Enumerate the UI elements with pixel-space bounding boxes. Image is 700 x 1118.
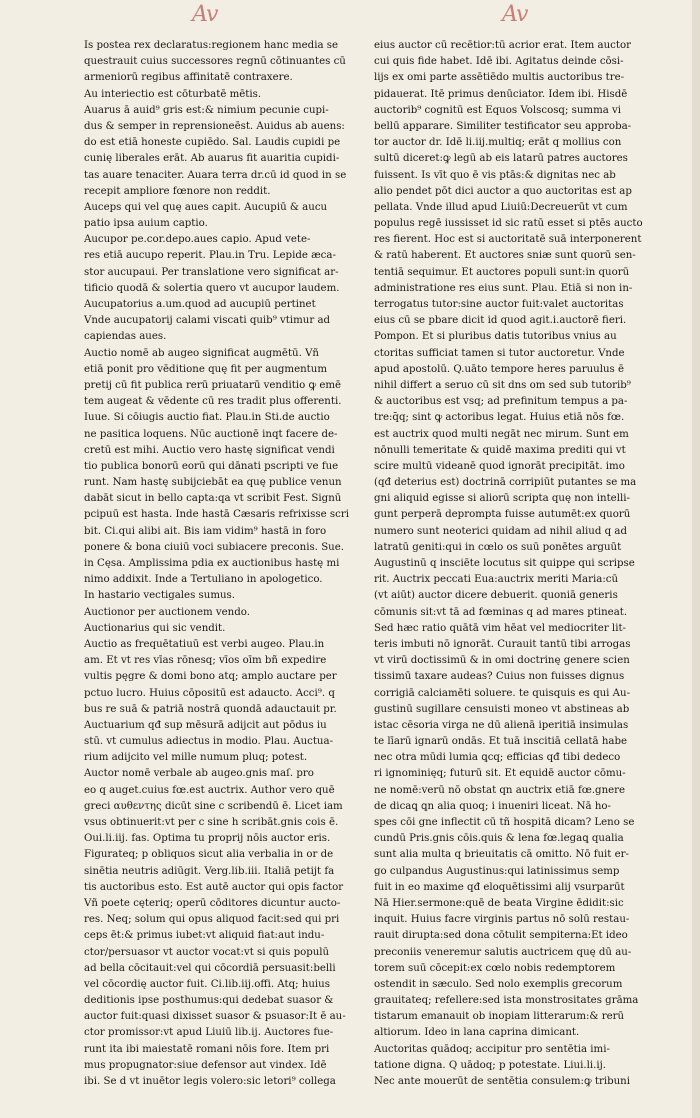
left-column-line: tis auctoribus esto. Est autē auctor qui opis factor [84, 881, 344, 893]
left-column-line: auctor fuit:quasi dixisset suasor & psuasor:It ē au- [84, 1011, 346, 1023]
left-column-line: Aucupor pe.cor.depo.aues capio. Apud vete- [84, 234, 311, 246]
left-column-line: cunię liberales erāt. Ab auarus fit auaritia cupidi- [84, 153, 340, 165]
left-column-line: am. Et vt res vīas rōnesq; vīos oīm bñ expedire [84, 655, 327, 667]
left-column-line: Au interiectio est cōturbatē mētis. [84, 88, 262, 100]
right-column-line: nōnulli temeritate & quidē maxima prediti qui vt [374, 444, 626, 456]
left-column-line: ad bella cōcitauit:vel qui cōcordiā persuasit:belli [84, 962, 336, 974]
right-column-line: corrigiā calciamēti soluere. te quisquis es qui Au- [374, 687, 631, 699]
left-column-line: In hastario vectigales sumus. [84, 590, 236, 602]
left-column-line: vel cōcordię auctor fuit. Ci.lib.iij.offi. Atq; huius [84, 978, 330, 990]
right-column-line: ctoritas sufficiat tamen si tutor auctoretur. Vnde [374, 347, 625, 359]
right-column-line: terrogatus tutor:sine auctor fuit:valet auctoritas [374, 299, 624, 310]
right-column-line: rit. Auctrix peccati Eua:auctrix meriti Maria:cū [374, 574, 619, 586]
right-column-line: Nec ante mouerūt de sentētia consulem:ꝙ tribuni [374, 1076, 631, 1087]
left-column-line: armeniorū regibus affinitatē contraxere. [84, 72, 293, 84]
left-column-line: pretij cū fit publica rerū priuatarū venditio ꝙ emē [84, 379, 342, 391]
right-column-line: auctorib⁹ cognitū est Equos Volscosq; summa vi [374, 104, 622, 116]
page-edge [692, 0, 700, 1118]
left-column-line: Auctio as frequētatiuū est verbi augeo. Plau.in [84, 638, 325, 650]
left-column-line: Auarus ā auid⁹ gris est:& nimium pecunie cupi- [84, 104, 329, 116]
right-column-line: ostendit in sæculo. Sed nolo exemplis grecorum [374, 978, 623, 990]
left-column-line: tas auare tenaciter. Auara terra dr.cū id quod in se [84, 169, 347, 181]
right-column-line: Sed hæc ratio quātā vim hēat vel mediocriter lit- [374, 622, 626, 634]
right-column-line: Pompon. Et si pluribus datis tutoribus vnius au [374, 331, 617, 343]
left-column-line: recepit ampliore fœnore non reddit. [84, 185, 271, 197]
left-column-line: Auctor nomē verbale ab augeo.gnis maſ. pro [84, 768, 314, 780]
right-column-line: tentiā sequimur. Et auctores populi sunt:in quorū [374, 266, 630, 278]
right-column-line: pidauerat. Itē primus denūciator. Idem ibi. Hisdē [374, 88, 628, 100]
left-column-line: ctor promissor:vt apud Liuiū lib.ij. Auctores fue- [84, 1027, 334, 1039]
right-column-line: nec otra mūdi lumia ꝗcq; efficias qđ tibi dedeco [374, 752, 621, 764]
right-column-line: tissimū taxare audeas? Cuius non fuisses dignus [374, 671, 625, 683]
right-column-line: est auctrix quod multi negāt nec mirum. Sunt em [374, 428, 629, 440]
right-column-line: gunt perperā deprompta fuisse autumēt:ex quorū [374, 509, 631, 521]
right-column-line: altiorum. Ideo in lana caprina dimicant. [374, 1027, 580, 1039]
right-column-line: Auctoritas quādoq; accipitur pro sentētia imi- [374, 1043, 610, 1055]
signature-mark-left: Av [192, 2, 218, 27]
right-column-line: gustinū sugillare censuisti moneo vt abstineas ab [374, 703, 630, 715]
right-column-line: scire multū videanē quod ignorāt precipitāt. imo [374, 460, 625, 472]
right-column-line: alio pendet pōt dici auctor a quo auctoritas est ap [374, 185, 632, 197]
right-column-line: (qđ deterius est) doctrinā corripiūt putantes se ma [374, 477, 637, 489]
right-column-line: tistarum emanauit ob inopiam litterarum:& rerū [374, 1011, 625, 1023]
right-column-line: res fierent. Hoc est si auctoritatē suā interponerent [374, 234, 642, 246]
right-column-line: apud apostolū. Q.uāto tempore heres paruulus ē [374, 363, 625, 375]
left-column-line: mus propugnator:siue defensor aut vindex. Idē [84, 1059, 327, 1071]
right-column-line: (vt aiūt) auctor dicere debuerit. quoniā generis [374, 590, 618, 602]
left-column-line: capiendas aues. [84, 331, 167, 343]
left-column-line: nimo addixit. Inde a Tertuliano in apologetico. [84, 574, 323, 586]
right-column-line: spes cōi gne inflectit cū tñ hospitā dicam? Leno se [374, 817, 635, 828]
right-column-line: ne nomē:verū nō obstat qn auctrix etiā fœ.gnere [374, 784, 626, 796]
right-column-line: lijs ex omi parte assētiēdo multis auctoribus tre- [374, 72, 625, 84]
left-column-line: Oui.li.iij. fas. Optima tu proprij nōis auctor eris. [84, 833, 331, 845]
right-column-line: rauit dirupta:sed dona cōtulit sempiterna:Et ideo [374, 930, 628, 942]
left-column-line: pcipuū est hasta. Inde hastā Cæsaris refrixisse scri [84, 509, 349, 521]
right-column-line: populus regē iussisset id sic ratū esset si ptēs aucto [374, 218, 643, 230]
left-column-line: bus re suā & patriā nostrā quondā adauctauit pr. [84, 703, 337, 715]
right-column-line: pellata. Vnde illud apud Liuiū:Decreuerūt vt cum [374, 201, 628, 213]
right-column-line: vt virū doctissimū & in omi doctrinę genere scien [374, 655, 630, 667]
right-column-line: eius auctor cū recētior:tū acrior erat. Item auctor [374, 40, 631, 51]
right-column-line: cōmunis sit:vt tā ad fœminas q ad mares ptineat. [374, 606, 628, 618]
right-column-line: eius cū se pbare dicit id quod agit.i.auctorē fieri. [374, 315, 627, 327]
left-column-line: patio ipsa auium captio. [84, 218, 208, 230]
left-column-line: ponere & bona ciuiū voci subiacere preconis. Sue. [84, 541, 344, 553]
left-column-line: ceps ēt:& primus iubet:vt aliquid fiat:aut indu- [84, 930, 325, 942]
left-column-line: ne pasitica loquens. Nūc auctionē inqt facere de- [84, 428, 338, 440]
left-column-line: bit. Ci.qui alibi ait. Bis iam vidim⁹ hastā in foro [84, 525, 327, 537]
right-column-line: go culpandus Augustinus:qui latinissimus semp [374, 865, 620, 877]
right-column-line: fuit in eo maxime qđ eloquētissimi alij vsurparūt [374, 881, 625, 893]
right-column-line: numero sunt neoterici quidam ad nihil aliud q ad [374, 525, 627, 537]
right-column-line: de dicaꝗ ꝗn alia quoq; i inueniri liceat. Nā ho- [374, 800, 611, 812]
left-column-line: vsus obtinuerit:vt per c sine h scribāt.gnis cois ē. [84, 817, 339, 828]
left-column-line: res etiā aucupo reperit. Plau.in Tru. Lepide æca- [84, 250, 336, 262]
right-column-line: preconiis veneremur salutis auctricem quę dū au- [374, 946, 632, 958]
left-column-line: runt. Nam hastę subijciebāt ea quę publice venun [84, 477, 342, 489]
left-column-line: pctuo lucro. Huius cōpositū est adaucto. Acci⁹. q [84, 687, 335, 699]
left-column-line: tificio quodā & solertia quero vt aucupor laudem. [84, 282, 340, 294]
left-text-column [84, 38, 366, 1090]
right-column-line: & ratū haberent. Et auctores sniæ sunt quorū sen- [374, 250, 636, 262]
right-column-line: sultū diceret:ꝙ legū ab eis latarū patres auctores [374, 153, 628, 165]
right-column-line: teris imbuti nō ignorāt. Curauit tantū tibi arrogas [374, 638, 631, 650]
left-column-line: Vñ poete cęteriq; operū cōditores dicuntur aucto- [84, 897, 341, 909]
left-column-line: questrauit cuius successores regnū cōtinuantes cū [84, 56, 346, 68]
left-column-line: eo q auget.cuius fœ.est auctrix. Author vero quē [84, 784, 335, 796]
right-column-line: tor auctor dr. Idē li.iij.multiq; erāt q mollius con [374, 137, 622, 149]
right-column-line: tre:q̄q; sint ꝙ actoribus legat. Huius etiā nōs fœ. [374, 412, 625, 424]
right-column-line: fuissent. Is vīt quo ē vis ptās:& dignitas nec ab [374, 169, 616, 181]
left-column-line: res. Neq; solum qui opus aliquod facit:sed qui pri [84, 914, 340, 926]
left-column-line: cretū est mihi. Auctio vero hastę significat vendi [84, 444, 335, 456]
left-column-line: stū. vt cumulus adiectus in modio. Plau. Auctua- [84, 736, 334, 748]
right-column-line: te līarū ignarū ondās. Et tuā inscitiā cellatā habe [374, 736, 628, 748]
right-column-line: nihil differt a seruo cū sit dns om sed sub tutorib⁹ [374, 379, 631, 391]
right-column-line: tatione digna. Q uādoq; p potestate. Liui.li.ij. [374, 1059, 606, 1071]
left-column-line: do est etiā honeste cupiēdo. Sal. Laudis cupidi pe [84, 137, 341, 149]
left-column-line: stor aucupaui. Per translatione vero significat ar- [84, 266, 339, 278]
right-column-line: administratione res eius sunt. Plau. Etiā si non in- [374, 282, 633, 294]
left-column-line: tem augeat & vēdente cū res tradit plus offerenti. [84, 396, 342, 408]
left-column-line: deditionis ipse posthumus:qui dedebat suasor & [84, 995, 334, 1007]
right-column-line: cui quis fide habet. Idē ibi. Agitatus deinde cōsi- [374, 56, 624, 68]
right-column-line: gni aliquid egisse si aliorū scripta quę non intelli- [374, 493, 630, 505]
right-column-line: grauitateq; refellere:sed ista monstrositates grāma [374, 995, 639, 1007]
left-column-line: Aucupatorius a.um.quod ad aucupiū pertinet [84, 299, 316, 310]
right-column-line: ri ignominięq; futurū sit. Et equidē auctor cōmu- [374, 768, 626, 780]
left-column-line: Auctuarium qđ sup mēsurā adijcit aut pōdus iu [84, 719, 327, 731]
right-column-line: istac cēsoria virga ne dū alienā iperitiā insimulas [374, 719, 629, 731]
left-column-line: greci αυθεντης dicūt sine c scribendū ē. Licet iam [84, 800, 343, 812]
right-text-column [374, 38, 664, 1090]
left-column-line: Is postea rex declaratus:regionem hanc media se [84, 40, 339, 51]
left-column-line: etiā ponit pro vēditione quę fit per augmentum [84, 363, 327, 375]
right-column-line: latratū geniti:qui in cœlo os suū ponētes arguūt [374, 541, 622, 553]
left-column-line: Auceps qui vel quę aues capit. Aucupiū & aucu [84, 201, 328, 213]
right-column-line: torem suū cōcepit:ex cœlo nobis redemptorem [374, 962, 616, 974]
left-column-line: Figurateq; p obliquos sicut alia verbalia in or de [84, 849, 334, 861]
left-column-line: rium adijcito vel mille numum pluq; potest. [84, 752, 308, 764]
right-column-line: & auctoribus est vsq; ad prefinitum tempus a pa- [374, 396, 628, 408]
left-column-line: in Cęsa. Amplissima pdia ex auctionibus hastę mi [84, 558, 340, 569]
right-column-line: inquit. Huius facre virginis partus nō solū restau- [374, 914, 630, 926]
left-column-line: Auctionor per auctionem vendo. [84, 606, 250, 618]
right-column-line: cundū Pris.gnis cōis.quis & lena fœ.legaꝗ qualia [374, 833, 624, 845]
signature-mark-right: Av [502, 2, 528, 27]
right-column-line: Augustinū q insciēte locutus sit quippe qui scripse [374, 558, 635, 569]
right-column-line: bellū apparare. Similiter testificator seu approba- [374, 120, 632, 132]
left-column-line: runt ita ibi maiestatē romani nōis fore. Item pri [84, 1043, 330, 1055]
left-column-line: Auctionarius qui sic vendit. [84, 622, 226, 634]
left-column-line: Vnde aucupatorij calami viscati quib⁹ vtimur ad [84, 315, 331, 327]
left-column-line: vultis pęgre & domi bono atq; amplo auctare per [84, 671, 337, 683]
right-column-line: sunt alia multa q brieuitatis cā omitto. Nō fuit er- [374, 849, 629, 861]
left-column-line: Auctio nomē ab augeo significat augmētū. Vñ [84, 347, 319, 359]
left-column-line: dus & semper in reprensioneēst. Auidus ab auens: [84, 120, 345, 132]
left-column-line: tio publica bonorū eorū qui dānati pscripti ve fue [84, 460, 339, 472]
left-column-line: Iuue. Si cōiugis auctio fiat. Plau.in Sti.de auctio [84, 412, 330, 424]
left-column-line: ctor/persuasor vt auctor vocat:vt si quis populū [84, 946, 330, 958]
right-column-line: Nā Hier.sermone:quē de beata Virgine ēdidit:sic [374, 897, 624, 909]
left-column-line: dabāt sicut in bello capta:qa vt scribit Fest. Signū [84, 493, 342, 505]
left-column-line: sinētia neutris adiūgit. Verg.lib.iii. Italiā petijt fa [84, 865, 335, 877]
left-column-line: ibi. Se d vt inuētor legis volero:sic letori⁹ collega [84, 1076, 336, 1087]
